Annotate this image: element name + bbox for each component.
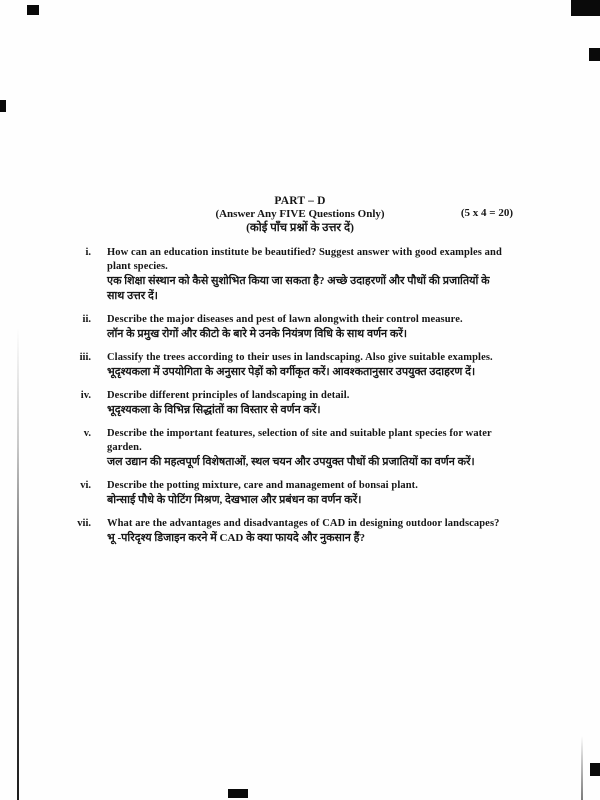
question-line-en: Classify the trees according to their uses in landscaping. Also give suitable examples. bbox=[107, 352, 493, 363]
question-number: i. bbox=[85, 247, 91, 258]
question-line-en: Describe the important features, selection of site and suitable plant species for water bbox=[107, 428, 492, 439]
scan-fold-line-left bbox=[17, 328, 19, 800]
question-line-en: What are the advantages and disadvantages of CAD in designing outdoor landscapes? bbox=[107, 518, 500, 529]
scan-mark-top-right bbox=[571, 0, 600, 16]
instruction-hindi: (कोई पाँच प्रश्नों के उत्तर दें) bbox=[246, 222, 354, 234]
question-line-en: Describe different principles of landscaping in detail. bbox=[107, 390, 350, 401]
question-number: vii. bbox=[77, 518, 91, 529]
question-line-hi: भूदृश्यकला में उपयोगिता के अनुसार पेड़ों को वर्गीकृत करें। आवश्कतानुसार उपयुक्त उदाहरण दें। bbox=[107, 366, 476, 378]
question-line-hi: लॉन के प्रमुख रोगों और कीटो के बारे मे उनके नियंत्रण विधि के साथ वर्णन करें। bbox=[107, 328, 408, 340]
question-line-en: Describe the major diseases and pest of lawn alongwith their control measure. bbox=[107, 314, 463, 325]
question-line-hi: साथ उत्तर दें। bbox=[107, 290, 158, 302]
scan-mark-left-edge bbox=[0, 100, 6, 112]
scan-mark-bottom-edge bbox=[228, 789, 248, 798]
scan-fold-line-right bbox=[581, 736, 583, 800]
question-item-i bbox=[60, 246, 540, 304]
scan-mark-bottom-right bbox=[590, 763, 600, 776]
question-item-v bbox=[60, 427, 540, 470]
question-line-hi: बोन्साई पौधे के पोटिंग मिश्रण, देखभाल और प्रबंधन का वर्णन करें। bbox=[107, 494, 362, 506]
question-line-hi: भू -परिदृश्य डिजाइन करने में CAD के क्या फायदे और नुकसान हैं? bbox=[107, 532, 365, 544]
question-item-iv bbox=[60, 389, 540, 418]
scan-mark-right-edge bbox=[589, 48, 600, 61]
section-header bbox=[80, 195, 520, 235]
question-body bbox=[107, 246, 540, 304]
question-body bbox=[107, 517, 540, 546]
question-body bbox=[107, 389, 540, 418]
question-number: vi. bbox=[80, 480, 91, 491]
question-line-en: plant species. bbox=[107, 261, 168, 272]
question-line-en: garden. bbox=[107, 442, 142, 453]
question-body bbox=[107, 351, 540, 380]
question-number: iii. bbox=[79, 352, 91, 363]
question-body bbox=[107, 313, 540, 342]
question-line-hi: जल उद्यान की महत्वपूर्ण विशेषताओं, स्थल चयन और उपयुक्त पौधों की प्रजातियों का वर्णन करें। bbox=[107, 456, 475, 468]
scan-mark-top-left bbox=[27, 5, 39, 15]
question-number: iv. bbox=[80, 390, 91, 401]
question-number: v. bbox=[83, 428, 91, 439]
instruction-english: (Answer Any FIVE Questions Only) bbox=[215, 208, 385, 220]
question-item-iii bbox=[60, 351, 540, 380]
question-list bbox=[60, 246, 540, 555]
question-body bbox=[107, 479, 540, 508]
question-line-hi: भूदृश्यकला के विभिन्न सिद्धांतों का विस्तार से वर्णन करें। bbox=[107, 404, 321, 416]
question-number: ii. bbox=[82, 314, 91, 325]
question-item-vii bbox=[60, 517, 540, 546]
question-body bbox=[107, 427, 540, 470]
question-item-ii bbox=[60, 313, 540, 342]
part-title: PART – D bbox=[274, 195, 326, 207]
question-line-hi: एक शिक्षा संस्थान को कैसे सुशोभित किया जा सकता है? अच्छे उदाहरणों और पौधों की प्रजातियों के bbox=[107, 275, 490, 287]
question-item-vi bbox=[60, 479, 540, 508]
question-line-en: How can an education institute be beautified? Suggest answer with good examples and bbox=[107, 247, 502, 258]
marks-scheme: (5 x 4 = 20) bbox=[460, 207, 513, 219]
question-line-en: Describe the potting mixture, care and management of bonsai plant. bbox=[107, 480, 418, 491]
